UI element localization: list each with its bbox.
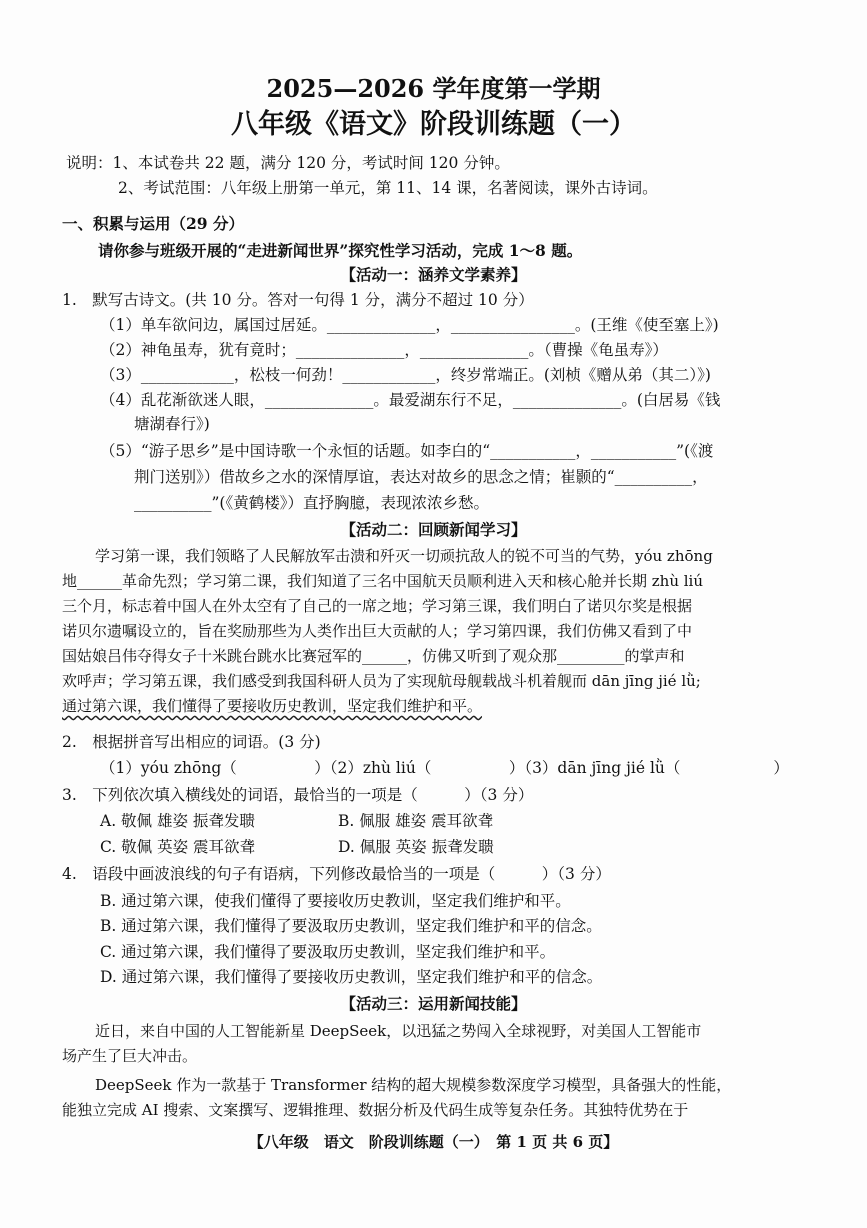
q4-option: B. 通过第六课，我们懂得了要汲取历史教训，坚定我们维护和平的信念。: [100, 917, 602, 935]
instructions-line-1: 说明：1、本试卷共 22 题，满分 120 分，考试时间 120 分钟。: [66, 154, 510, 172]
passage3-line: DeepSeek 作为一款基于 Transformer 结构的超大规模参数深度学习模型，具备强大的性能，: [95, 1076, 732, 1094]
passage-line: 三个月，标志着中国人在外太空有了自己的一席之地；学习第三课，我们明白了诺贝尔奖是根据: [62, 597, 693, 615]
passage3-line: 场产生了巨大冲击。: [62, 1047, 198, 1065]
q3-option-a: A. 敬佩 雄姿 振聋发聩: [100, 812, 255, 830]
q4-stem: 4. 语段中画波浪线的句子有语病，下列修改最恰当的一项是（ ）（3 分）: [62, 865, 611, 883]
wavy-underlined-sentence: 通过第六课，我们懂得了要接收历史教训，坚定我们维护和平。: [62, 697, 483, 715]
q3-option-c: C. 敬佩 英姿 震耳欲聋: [100, 838, 256, 856]
q3-stem: 3. 下列依次填入横线处的词语，最恰当的一项是（ ）（3 分）: [62, 786, 534, 804]
q1-item: __________”(《黄鹤楼》）直抒胸臆，表现浓浓乡愁。: [134, 494, 489, 512]
exam-title: 八年级《语文》阶段训练题（一）: [231, 109, 636, 140]
q4-option: C. 通过第六课，我们懂得了要汲取历史教训，坚定我们维护和平。: [100, 943, 556, 961]
passage3-line: 能独立完成 AI 搜索、文案撰写、逻辑推理、数据分析及代码生成等复杂任务。其独特优势在于: [62, 1101, 689, 1119]
q2-blanks: （1）yóu zhōng（ ）（2）zhù liú（ ）（3）dān jīng jié lǜ（ ）: [100, 759, 789, 777]
q4-option: B. 通过第六课，使我们懂得了要接收历史教训，坚定我们维护和平。: [100, 892, 571, 910]
q1-item: （1）单车欲问边，属国过居延。______________，________________。(王维《使至塞上》): [100, 316, 719, 334]
section-title: 一、积累与运用（29 分）: [62, 214, 244, 233]
passage-line: 地______革命先烈；学习第二课，我们知道了三名中国航天员顺利进入天和核心舱并长期 zhù liú: [62, 572, 704, 590]
passage-line: 诺贝尔遗嘱设立的，旨在奖励那些为人类作出巨大贡献的人；学习第四课，我们仿佛又看到了中: [62, 622, 693, 640]
passage-line: 国姑娘吕伟夺得女子十米跳台跳水比赛冠军的______，仿佛又听到了观众那_________的掌声和: [62, 647, 685, 665]
q1-item: （2）神龟虽寿，犹有竟时；______________，______________。（曹操《龟虽寿》）: [100, 341, 668, 359]
q1-stem: 1. 默写古诗文。(共 10 分。答对一句得 1 分，满分不超过 10 分）: [62, 291, 534, 309]
passage-line: 欢呼声；学习第五课，我们感受到我国科研人员为了实现航母舰载战斗机着舰而 dān jīng jié lǜ;: [62, 672, 701, 690]
q1-item: 塘湖春行》): [134, 415, 210, 433]
q1-item: （5）“游子思乡”是中国诗歌一个永恒的话题。如李白的“___________，___________”(《渡: [100, 442, 714, 460]
section-intro: 请你参与班级开展的“走进新闻世界”探究性学习活动，完成 1～8 题。: [98, 241, 583, 260]
instructions-line-2: 2、考试范围：八年级上册第一单元，第 11、14 课，名著阅读，课外古诗词。: [118, 179, 658, 197]
activity-2-heading: 【活动二：回顾新闻学习】: [340, 520, 527, 539]
q1-item: （4）乱花渐欲迷人眼，______________。最爱湖东行不足，______________。(白居易《钱: [100, 391, 721, 409]
q4-option: D. 通过第六课，我们懂得了要接收历史教训，坚定我们维护和平的信念。: [100, 968, 603, 986]
activity-3-heading: 【活动三：运用新闻技能】: [340, 994, 527, 1013]
activity-1-heading: 【活动一：涵养文学素养】: [340, 265, 527, 284]
q1-item: （3）____________，松枝一何劲！____________，终岁常端正。(刘桢《赠从弟（其二）》): [100, 366, 711, 384]
q3-option-b: B. 佩服 雄姿 震耳欲聋: [338, 812, 494, 830]
page-footer: 【八年级 语文 阶段训练题（一） 第 1 页 共 6 页】: [248, 1133, 619, 1151]
passage3-line: 近日，来自中国的人工智能新星 DeepSeek，以迅猛之势闯入全球视野，对美国人工智能市: [95, 1022, 702, 1040]
passage-line: 学习第一课，我们领略了人民解放军击溃和歼灭一切顽抗敌人的锐不可当的气势，yóu zhōng: [95, 547, 713, 565]
exam-year: 2025—2026 学年度第一学期: [266, 74, 601, 103]
q2-stem: 2. 根据拼音写出相应的词语。(3 分): [62, 733, 321, 751]
q3-option-d: D. 佩服 英姿 振聋发聩: [338, 838, 494, 856]
q1-item: 荆门送别》）借故乡之水的深情厚谊，表达对故乡的思念之情；崔颢的“__________，: [134, 468, 708, 486]
